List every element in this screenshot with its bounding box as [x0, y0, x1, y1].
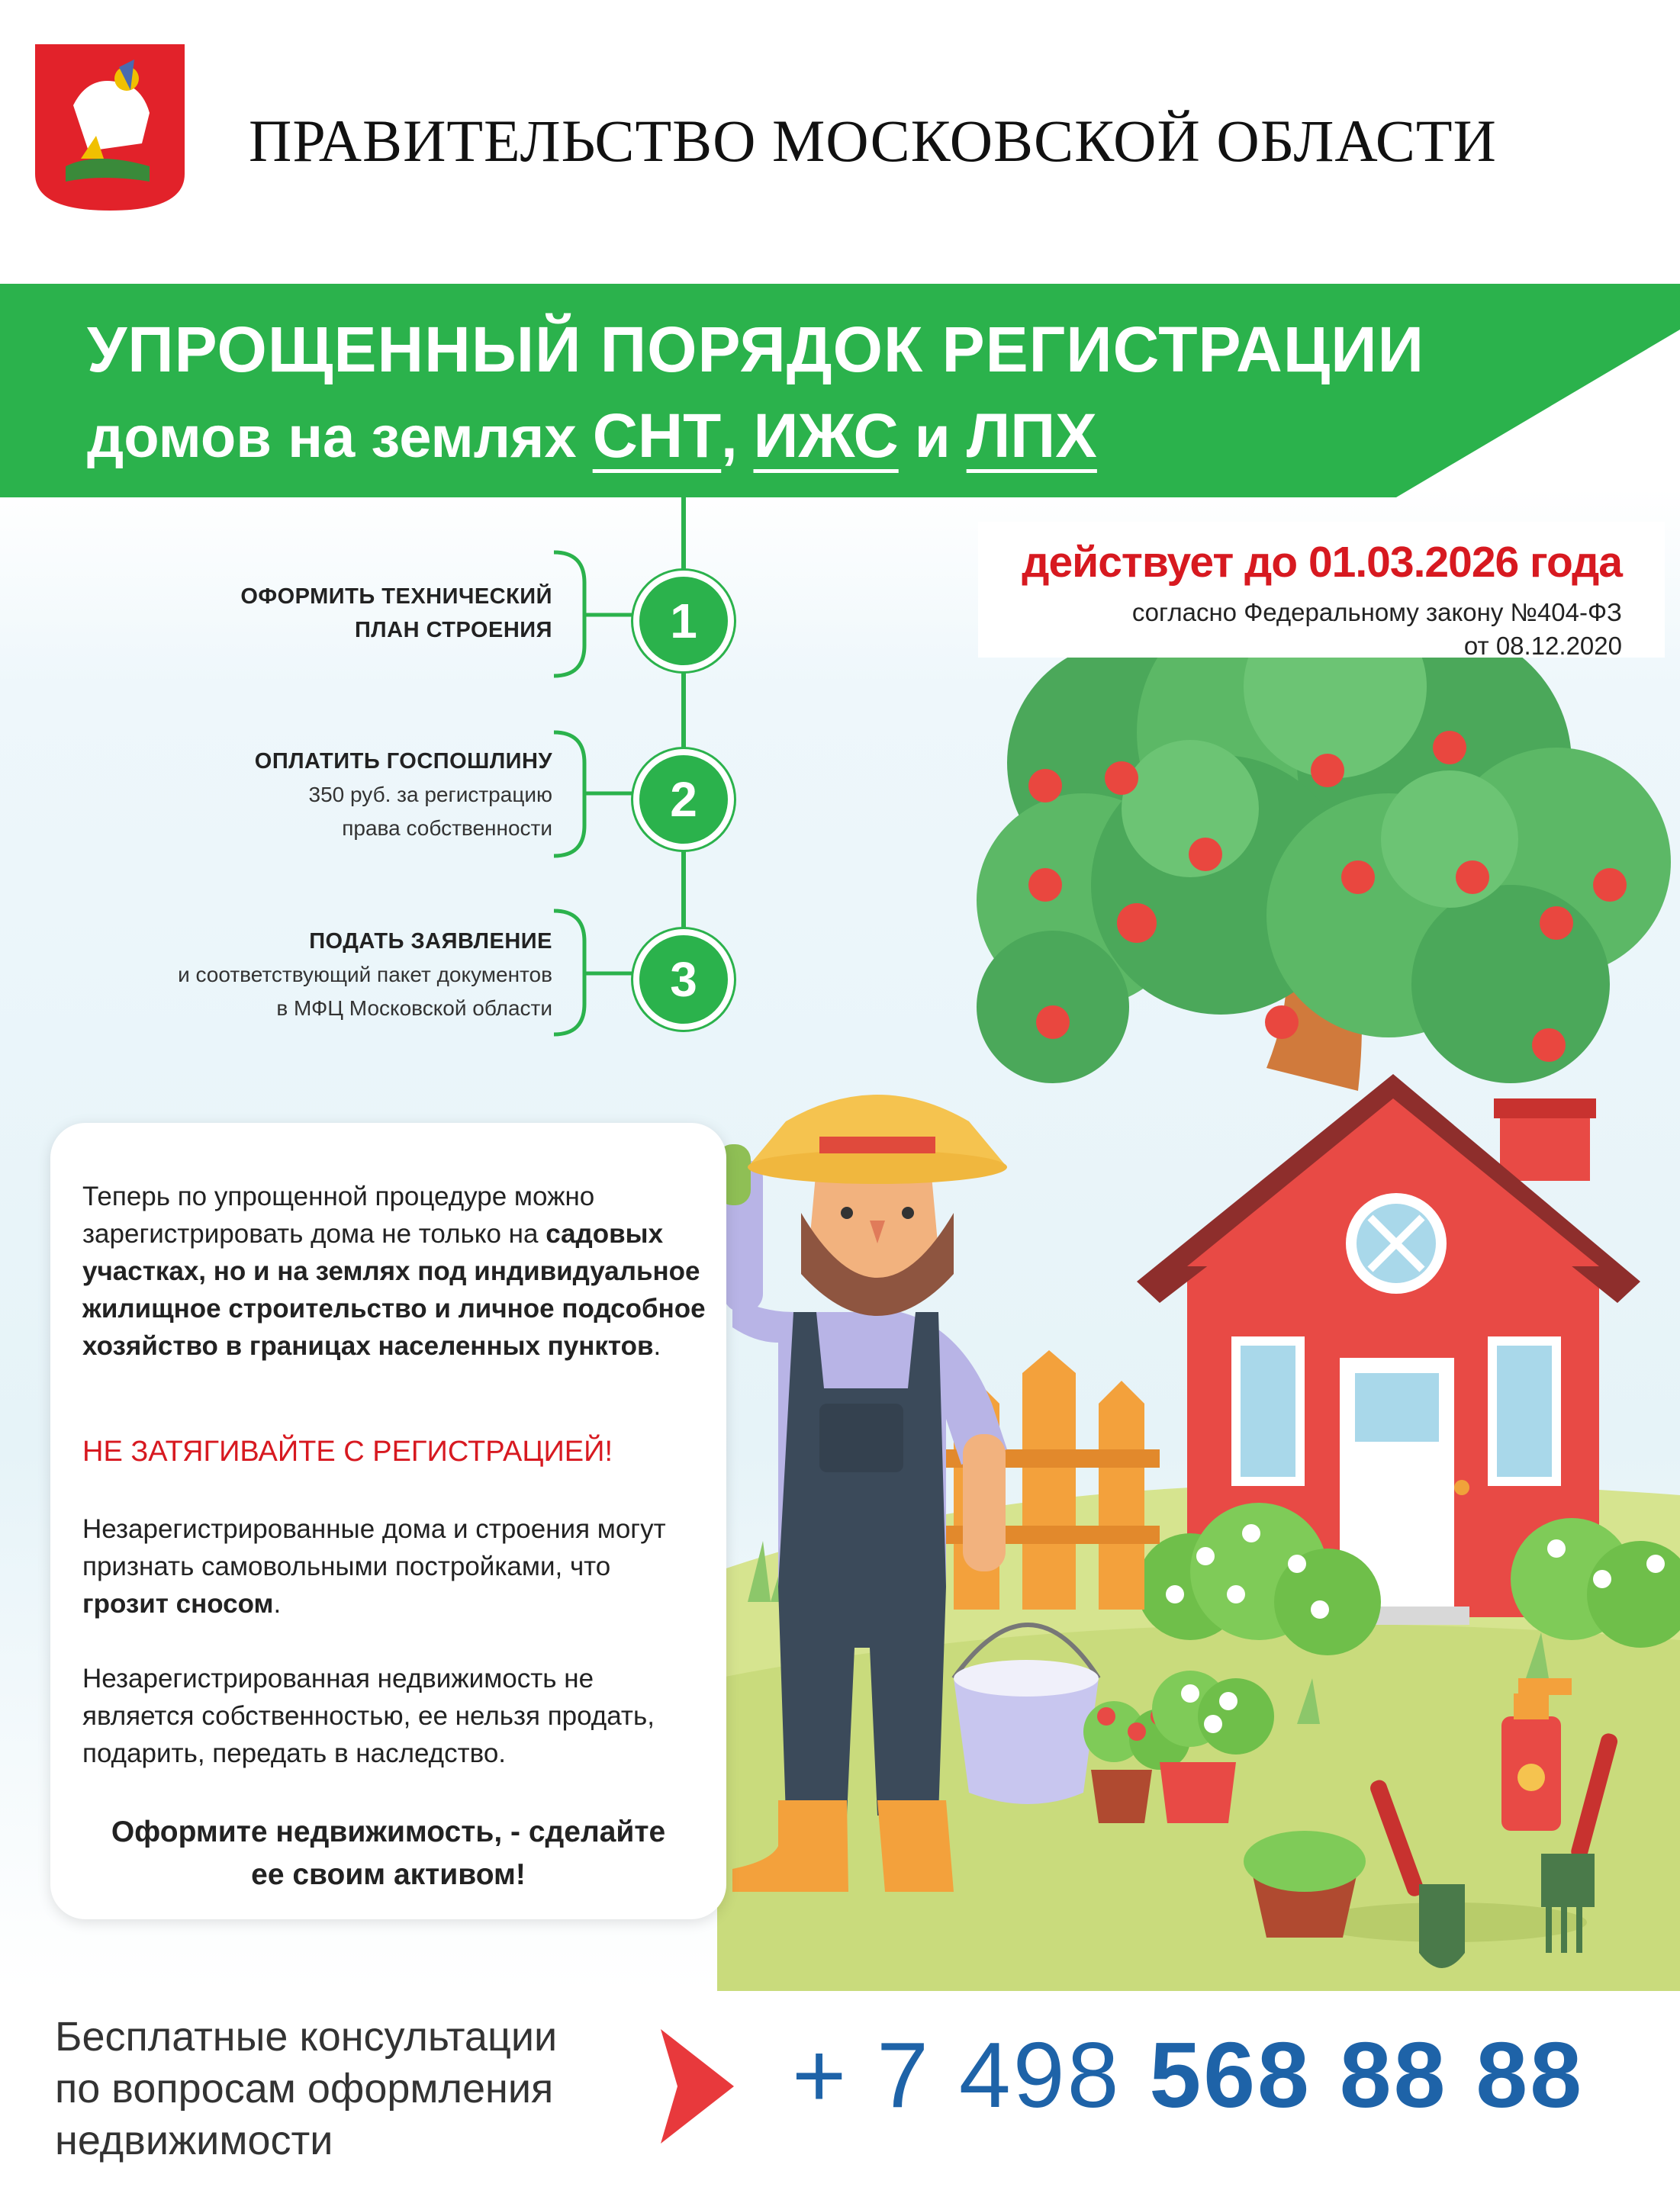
step-1-number: 1: [633, 571, 734, 671]
info-p1-end: .: [653, 1331, 661, 1361]
steps-connector: [0, 0, 1680, 1068]
banner-title: УПРОЩЕННЫЙ ПОРЯДОК РЕГИСТРАЦИИ: [87, 314, 1424, 385]
land-type-snt: СНТ: [592, 401, 722, 471]
land-type-izhs: ИЖС: [753, 401, 899, 471]
phone-number[interactable]: [792, 2021, 1584, 2128]
valid-until: действует до 01.03.2026 года: [1022, 538, 1622, 587]
land-type-lph: ЛПХ: [966, 401, 1097, 471]
info-p1-normal: Теперь по упрощенной процедуре можно зарегистрировать дома не только на: [82, 1182, 595, 1249]
step-2-number: 2: [633, 749, 734, 850]
warning-text: НЕ ЗАТЯГИВАЙТЕ С РЕГИСТРАЦИЕЙ!: [82, 1436, 613, 1468]
step-1-title-line-2: ПЛАН СТРОЕНИЯ: [354, 618, 552, 642]
consultation-line-2: по вопросам оформления: [55, 2066, 554, 2112]
step-1-title-line-1: ОФОРМИТЬ ТЕХНИЧЕСКИЙ: [240, 584, 552, 609]
step-3-number: 3: [633, 929, 734, 1030]
info-paragraph-1: [82, 1178, 708, 1365]
banner-subtitle-prefix: домов на землях: [87, 405, 593, 470]
and-word: и: [914, 405, 951, 470]
red-arrow-right-icon: [661, 2029, 734, 2144]
step-2-sub-line-1: 350 руб. за регистрацию: [308, 783, 552, 806]
step-3-sub-line-1: и соответствующий пакет документов: [178, 963, 552, 986]
law-date: от 08.12.2020: [1463, 632, 1622, 660]
cta-line-2: ее своим активом!: [251, 1858, 526, 1891]
step-3-sub-line-2: в МФЦ Московской области: [276, 996, 552, 1020]
info-p2-bold: грозит сносом: [82, 1589, 274, 1619]
info-paragraph-2: [82, 1510, 677, 1623]
consultation-text: [55, 2011, 557, 2166]
info-p2-normal: Незарегистрированные дома и строения могут признать самовольными постройками, что: [82, 1514, 666, 1581]
info-p2-end: .: [273, 1589, 282, 1619]
comma: ,: [721, 405, 738, 470]
info-paragraph-3: Незарегистрированная недвижимость не является собственностью, ее нельзя продать, подарить, передать в наследство.: [82, 1664, 655, 1768]
cta-line-1: Оформите недвижимость, - сделайте: [111, 1816, 666, 1848]
call-to-action: [66, 1811, 711, 1896]
step-2-title: ОПЛАТИТЬ ГОСПОШЛИНУ: [254, 749, 552, 774]
consultation-line-3: недвижимости: [55, 2118, 333, 2163]
government-title: ПРАВИТЕЛЬСТВО МОСКОВСКОЙ ОБЛАСТИ: [249, 108, 1497, 174]
phone-main: 568 88 88: [1149, 2023, 1585, 2127]
law-reference: согласно Федеральному закону №404-ФЗ: [1131, 598, 1622, 626]
consultation-line-1: Бесплатные консультации: [55, 2014, 558, 2060]
info-p1-bold: садовых участках, но и на землях под индивидуальное жилищное строительство и личное подсобное хозяйство в границах населенных пунктов: [82, 1219, 706, 1361]
phone-prefix: + 7 498: [792, 2023, 1122, 2127]
step-3-title: ПОДАТЬ ЗАЯВЛЕНИЕ: [309, 929, 552, 954]
step-2-sub-line-2: права собственности: [342, 816, 552, 840]
